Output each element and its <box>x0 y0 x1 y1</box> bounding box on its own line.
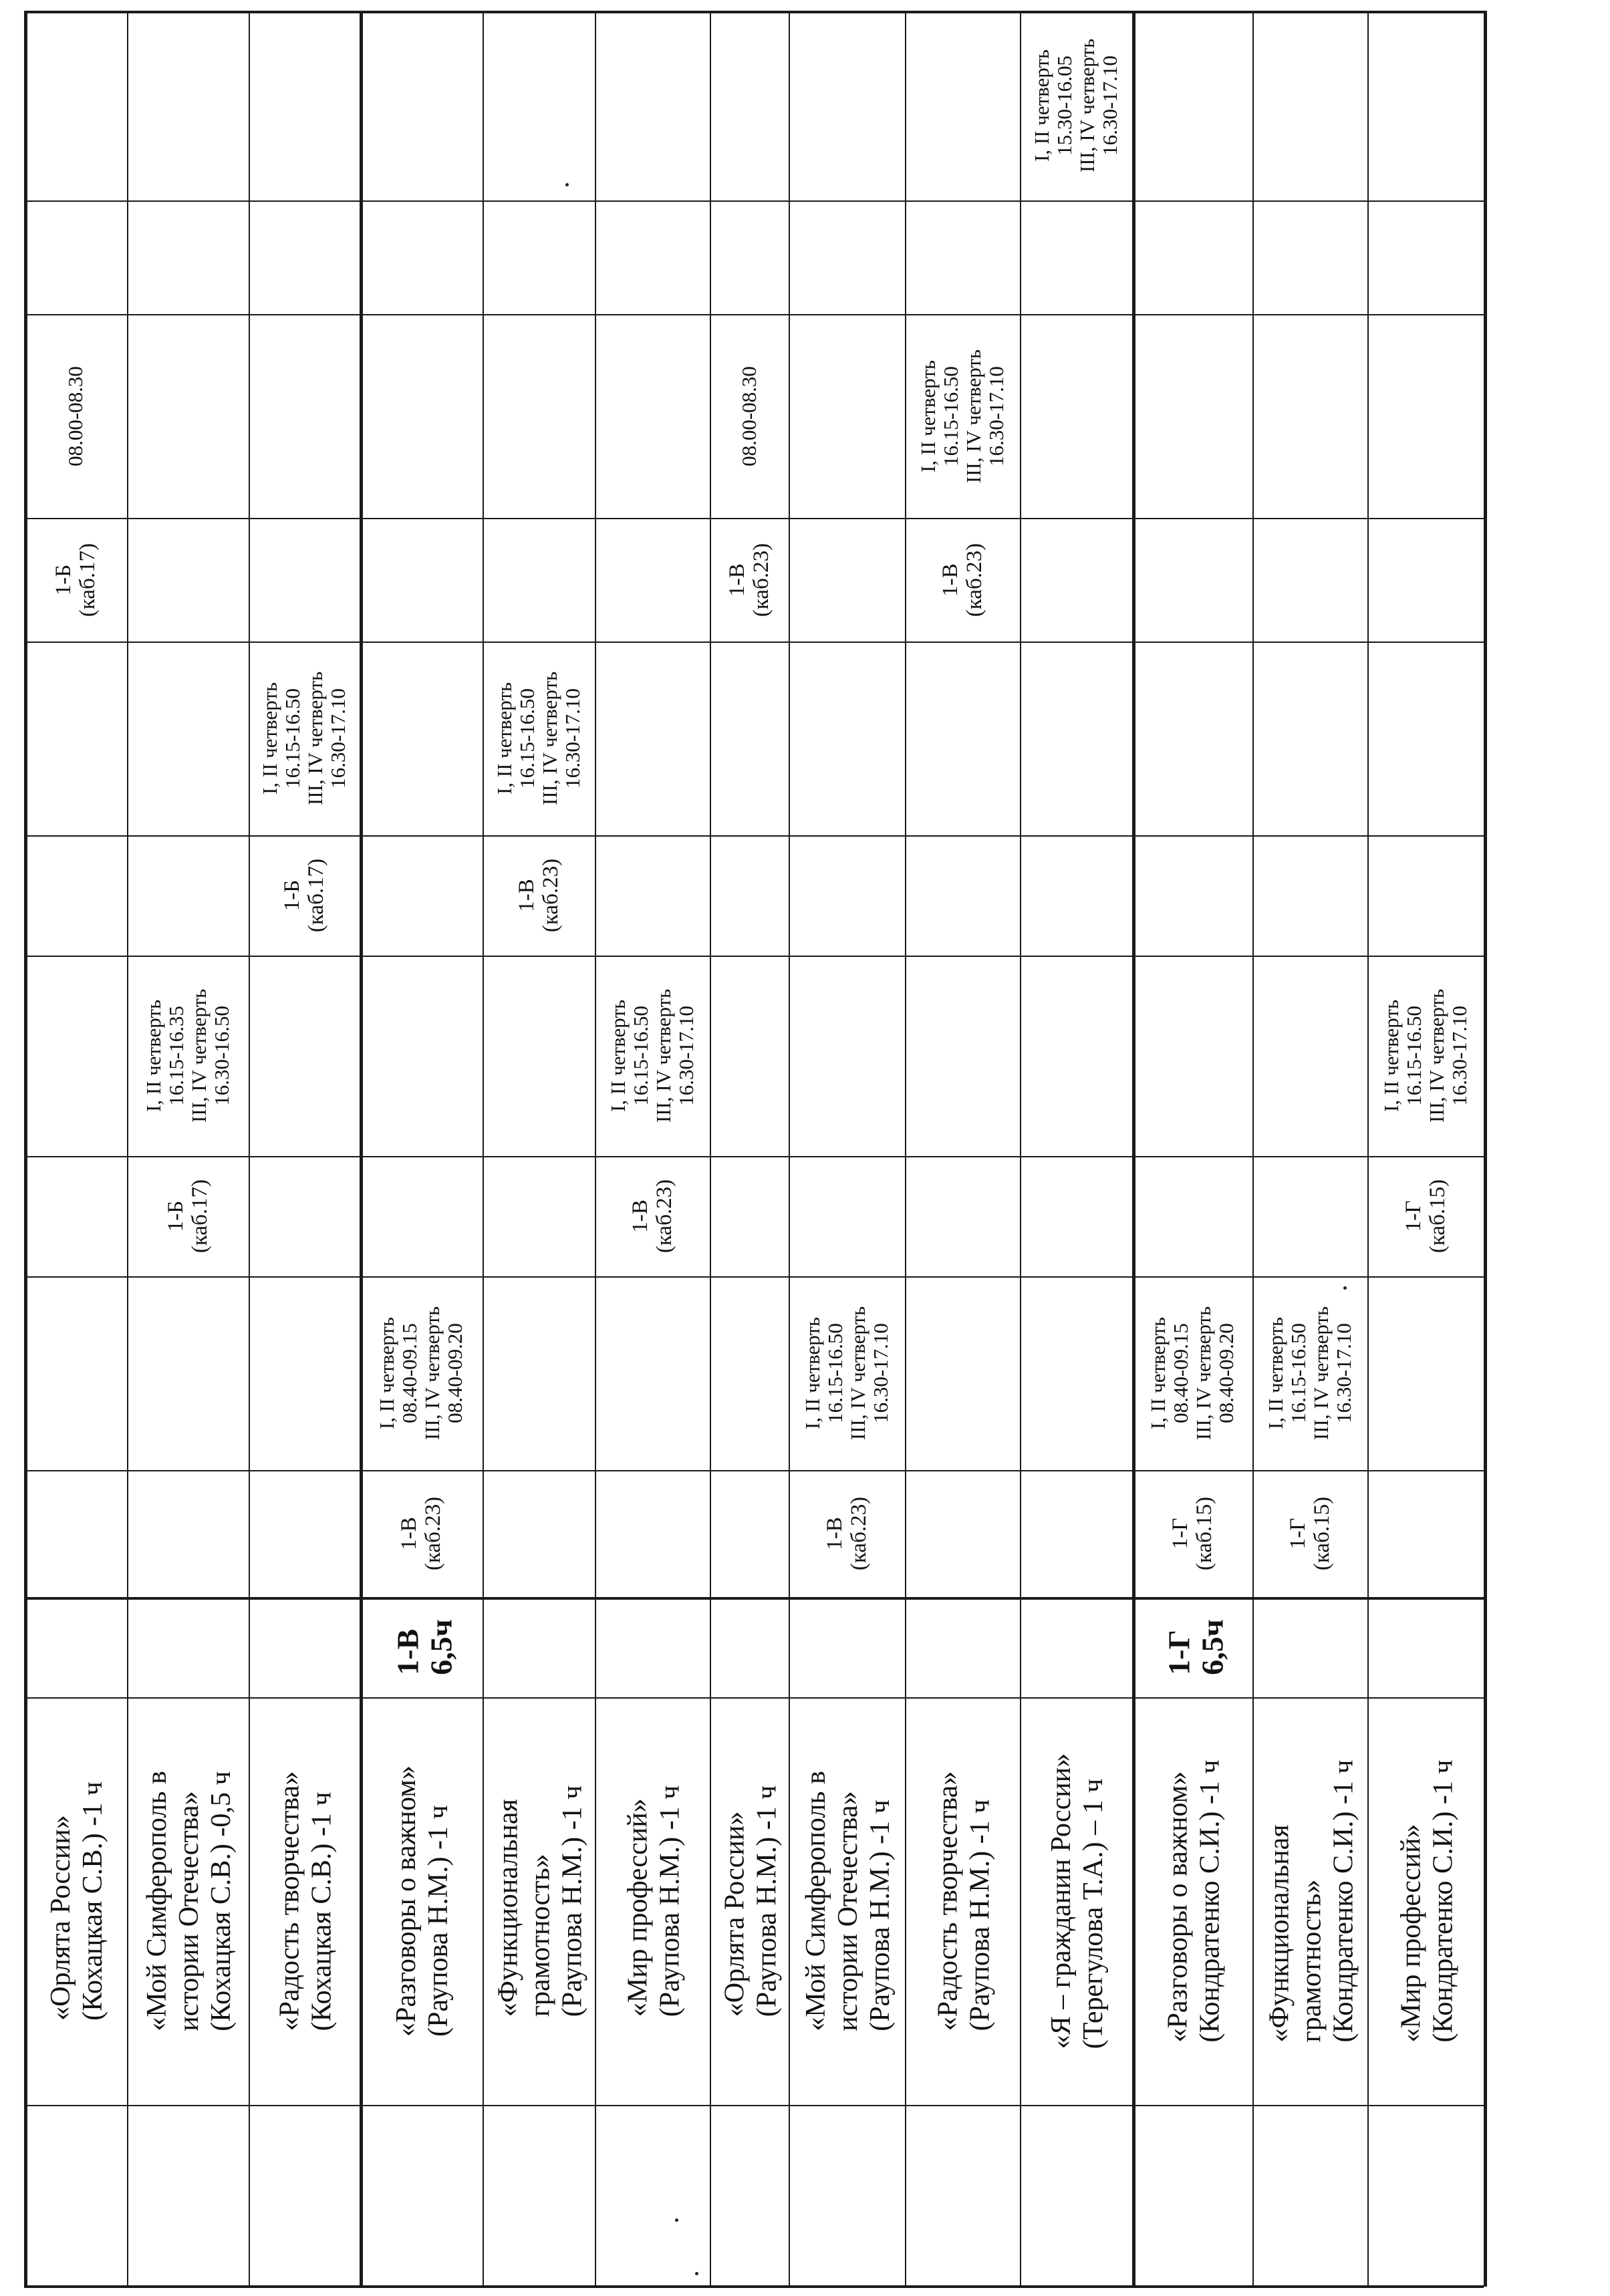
text-line: 16.30-16.50 <box>210 1006 234 1106</box>
subject-cell <box>1255 1697 1367 2105</box>
subject-cell-text <box>45 1781 109 2021</box>
subject-cell-text <box>1045 1753 1109 2049</box>
text-line: «Я – гражданин России» <box>1046 1753 1077 2049</box>
text-line: 1-В <box>628 1199 652 1233</box>
group-hours: 6,5ч <box>424 1619 458 1675</box>
text-line: (каб.17) <box>187 1179 212 1254</box>
text-line: I, II четверть <box>493 682 517 795</box>
text-line: III, IV четверть <box>846 1306 870 1441</box>
subject-cell-text <box>1263 1760 1359 2043</box>
time-cell-text <box>142 989 233 1123</box>
text-line: 16.30-17.10 <box>1448 1006 1472 1106</box>
subject-cell <box>130 1697 249 2105</box>
subject-cell <box>1370 1697 1484 2105</box>
room-cell <box>1132 1470 1252 1597</box>
room-cell <box>789 1470 905 1597</box>
text-line: (Кохацкая С.В.) -0,5 ч <box>206 1771 237 2031</box>
subject-cell <box>251 1697 360 2105</box>
text-line: 16.15-16.50 <box>823 1323 847 1423</box>
text-line: 1-Б <box>163 1200 188 1232</box>
time-cell <box>24 314 127 518</box>
time-cell-text <box>917 349 1008 482</box>
text-line: 16.15-16.35 <box>164 1006 188 1106</box>
text-line: (Раупова Н.М.) -1 ч <box>865 1800 896 2031</box>
room-cell-text <box>51 543 100 616</box>
text-line: грамотность» <box>1296 1879 1327 2043</box>
text-line: (каб.15) <box>1309 1496 1334 1571</box>
text-line: I, II четверть <box>1030 49 1054 162</box>
time-cell-text <box>801 1306 892 1440</box>
text-line: III, IV четверть <box>652 988 676 1123</box>
room-cell <box>483 835 595 956</box>
subject-cell <box>712 1697 789 2105</box>
text-line: I, II четверть <box>1264 1316 1288 1430</box>
text-line: истории Отечества» <box>174 1791 205 2031</box>
text-line: (Раупова Н.М.) -1 ч <box>654 1785 685 2017</box>
text-line: (каб.23) <box>962 543 986 617</box>
text-line: 16.15-16.50 <box>629 1006 653 1106</box>
text-line: (каб.15) <box>1192 1496 1216 1571</box>
subject-cell-text <box>932 1771 996 2031</box>
text-line: III, IV четверть <box>303 671 327 806</box>
text-line: 16.15-16.50 <box>515 688 539 788</box>
time-cell-text <box>64 366 87 466</box>
text-line: 1-В <box>396 1517 421 1550</box>
subject-cell-text <box>800 1771 896 2031</box>
subject-cell-text <box>1395 1760 1459 2043</box>
room-cell <box>1367 1156 1484 1276</box>
room-cell-text <box>164 1179 212 1253</box>
text-line: 08.00-08.30 <box>63 366 87 466</box>
subject-cell-text <box>492 1785 588 2017</box>
room-cell-text <box>1401 1179 1450 1253</box>
text-line: I, II четверть <box>258 682 282 795</box>
room-cell-text <box>725 543 773 616</box>
time-cell <box>905 314 1020 518</box>
group-name: 1-В <box>390 1628 425 1675</box>
room-cell <box>1252 1470 1367 1597</box>
table-rule <box>24 1597 1484 1600</box>
text-line: III, IV четверть <box>1309 1306 1333 1441</box>
table-rule <box>1252 11 1254 2287</box>
text-line: 16.30-17.10 <box>1332 1323 1356 1423</box>
room-cell-text <box>1286 1497 1334 1570</box>
text-line: «Разговоры о важном» <box>391 1765 422 2037</box>
scan-speck <box>565 183 569 186</box>
table-rule <box>24 2105 1484 2106</box>
subject-cell-text <box>622 1785 686 2017</box>
text-line: «Разговоры о важном» <box>1162 1771 1193 2043</box>
text-line: (каб.17) <box>75 543 100 617</box>
text-line: I, II четверть <box>1379 999 1403 1113</box>
room-cell-text <box>280 859 328 932</box>
table-rule <box>24 11 1484 13</box>
subject-cell <box>485 1697 595 2105</box>
text-line: (Кондратенко С.И.) -1 ч <box>1328 1759 1359 2043</box>
room-cell <box>595 1156 710 1276</box>
text-line: 16.30-17.10 <box>1098 55 1122 156</box>
table-rule <box>483 11 484 2287</box>
group-name: 1-Г <box>1162 1630 1196 1675</box>
text-line: I, II четверть <box>916 360 940 472</box>
text-line: 08.40-09.20 <box>1214 1323 1238 1423</box>
text-line: 16.15-16.50 <box>281 688 305 788</box>
text-line: 08.40-09.15 <box>398 1323 422 1423</box>
table-rule <box>789 11 790 2287</box>
text-line: (Кохацкая С.В.) -1 ч <box>78 1781 108 2021</box>
room-cell <box>127 1156 249 1276</box>
table-rule <box>24 2285 1484 2288</box>
text-line: III, IV четверть <box>1075 38 1099 173</box>
time-cell <box>1252 1276 1367 1470</box>
text-line: 16.30-17.10 <box>326 688 350 788</box>
text-line: «Функциональная <box>1264 1824 1295 2043</box>
subject-cell <box>1135 1697 1252 2105</box>
table-rule <box>1484 11 1487 2287</box>
text-line: III, IV четверть <box>187 988 211 1123</box>
text-line: III, IV четверть <box>1425 988 1449 1123</box>
text-line: 1-Г <box>1401 1200 1426 1232</box>
subject-cell <box>362 1697 483 2105</box>
text-line: 1-Г <box>1285 1518 1310 1550</box>
time-cell-text <box>259 672 350 805</box>
text-line: I, II четверть <box>801 1316 825 1430</box>
table-rule <box>24 641 1484 643</box>
text-line: 1-В <box>938 563 962 597</box>
text-line: грамотность» <box>525 1854 555 2017</box>
time-cell <box>360 1276 483 1470</box>
time-cell <box>595 956 710 1156</box>
room-cell-text <box>397 1497 445 1570</box>
room-cell-text <box>823 1497 871 1570</box>
scan-speck <box>675 2218 678 2222</box>
text-line: III, IV четверть <box>538 671 562 806</box>
text-line: III, IV четверть <box>1192 1306 1216 1441</box>
text-line: «Радость творчества» <box>932 1771 963 2031</box>
text-line: (каб.23) <box>652 1179 676 1254</box>
time-cell <box>1367 956 1484 1156</box>
group-hours: 6,5ч <box>1195 1619 1230 1675</box>
text-line: I, II четверть <box>1146 1316 1170 1430</box>
scan-speck <box>1343 1286 1347 1290</box>
text-line: «Радость творчества» <box>274 1771 305 2031</box>
text-line: (каб.23) <box>846 1496 871 1571</box>
time-cell-text <box>1031 39 1121 172</box>
text-line: «Орлята России» <box>719 1811 750 2017</box>
text-line: 1-Б <box>279 879 304 911</box>
text-line: (Раупова Н.М.) -1 ч <box>423 1805 454 2037</box>
time-cell <box>483 641 595 835</box>
table-rule <box>1020 11 1021 2287</box>
room-cell-text <box>515 859 563 932</box>
time-cell-text <box>1380 989 1471 1123</box>
text-line: 08.40-09.15 <box>1169 1323 1193 1423</box>
scan-speck <box>695 2272 698 2275</box>
text-line: 16.30-17.10 <box>561 688 585 788</box>
room-cell <box>249 835 360 956</box>
text-line: 16.30-17.10 <box>869 1323 893 1423</box>
text-line: 1-Б <box>51 564 76 595</box>
subject-cell-text <box>718 1785 783 2017</box>
text-line: III, IV четверть <box>962 349 986 483</box>
text-line: (Кохацкая С.В.) -1 ч <box>306 1791 337 2031</box>
time-cell-text <box>493 672 584 805</box>
text-line: (Раупова Н.М.) -1 ч <box>751 1785 782 2017</box>
room-cell <box>24 518 127 641</box>
subject-cell-text <box>273 1771 338 2031</box>
subject-cell-text <box>141 1771 237 2031</box>
text-line: 1-В <box>724 563 749 597</box>
text-line: «Орлята России» <box>45 1815 76 2021</box>
text-line: (каб.15) <box>1425 1179 1450 1254</box>
text-line: (каб.23) <box>749 543 773 617</box>
time-cell-text <box>1264 1306 1355 1440</box>
text-line: 16.15-16.50 <box>939 366 963 466</box>
room-cell-text <box>938 543 986 616</box>
time-cell <box>249 641 360 835</box>
time-cell <box>710 314 789 518</box>
text-line: 16.15-16.50 <box>1402 1006 1426 1106</box>
text-line: 16.30-17.10 <box>984 366 1009 466</box>
text-line: истории Отечества» <box>833 1791 864 2031</box>
table-rule <box>24 200 1484 202</box>
subject-cell <box>597 1697 710 2105</box>
room-cell-text <box>1168 1497 1216 1570</box>
time-cell <box>1020 11 1132 200</box>
time-cell <box>1132 1276 1252 1470</box>
text-line: 16.15-16.50 <box>1287 1323 1311 1423</box>
time-cell <box>127 956 249 1156</box>
text-line: (каб.17) <box>303 858 328 933</box>
subject-cell-text <box>1162 1760 1226 2043</box>
text-line: «Функциональная <box>493 1799 523 2017</box>
room-cell <box>905 518 1020 641</box>
text-line: (Раупова Н.М.) -1 ч <box>557 1785 587 2017</box>
text-line: (каб.23) <box>538 858 563 933</box>
text-line: (Терегулова Т.А.) – 1 ч <box>1078 1778 1109 2049</box>
text-line: «Мой Симферополь в <box>142 1771 173 2031</box>
text-line: (Раупова Н.М.) -1 ч <box>964 1799 995 2031</box>
time-cell-text <box>607 989 698 1123</box>
text-line: I, II четверть <box>375 1316 399 1430</box>
subject-cell <box>908 1697 1020 2105</box>
text-line: 1-Г <box>1168 1518 1192 1550</box>
subject-cell <box>1023 1697 1132 2105</box>
text-line: (каб.23) <box>420 1496 445 1571</box>
text-line: «Мир профессий» <box>1395 1824 1426 2043</box>
group-label <box>364 1597 487 1697</box>
room-cell <box>360 1470 483 1597</box>
time-cell <box>789 1276 905 1470</box>
text-line: III, IV четверть <box>420 1306 444 1441</box>
text-line: 08.00-08.30 <box>737 366 761 466</box>
text-line: (Кондратенко С.И.) -1 ч <box>1194 1759 1225 2043</box>
text-line: I, II четверть <box>606 999 630 1113</box>
text-line: 1-В <box>514 879 539 912</box>
table-rule <box>249 11 250 2287</box>
time-cell-text <box>376 1306 466 1440</box>
text-line: 1-В <box>822 1517 847 1550</box>
text-line: «Мир профессий» <box>622 1798 653 2017</box>
text-line: (Кондратенко С.И.) -1 ч <box>1428 1759 1458 2043</box>
time-cell-text <box>1147 1306 1238 1440</box>
subject-cell-text <box>390 1765 454 2037</box>
subject-cell <box>27 1697 127 2105</box>
text-line: 08.40-09.20 <box>443 1323 467 1423</box>
text-line: «Мой Симферополь в <box>801 1771 832 2031</box>
room-cell <box>710 518 789 641</box>
subject-cell <box>791 1697 905 2105</box>
time-cell-text <box>738 366 761 466</box>
text-line: 15.30-16.05 <box>1053 55 1077 156</box>
table-rule <box>24 835 1484 837</box>
text-line: I, II четверть <box>142 999 166 1113</box>
group-label <box>1136 1597 1256 1697</box>
text-line: 16.30-17.10 <box>674 1006 698 1106</box>
room-cell-text <box>628 1179 676 1253</box>
